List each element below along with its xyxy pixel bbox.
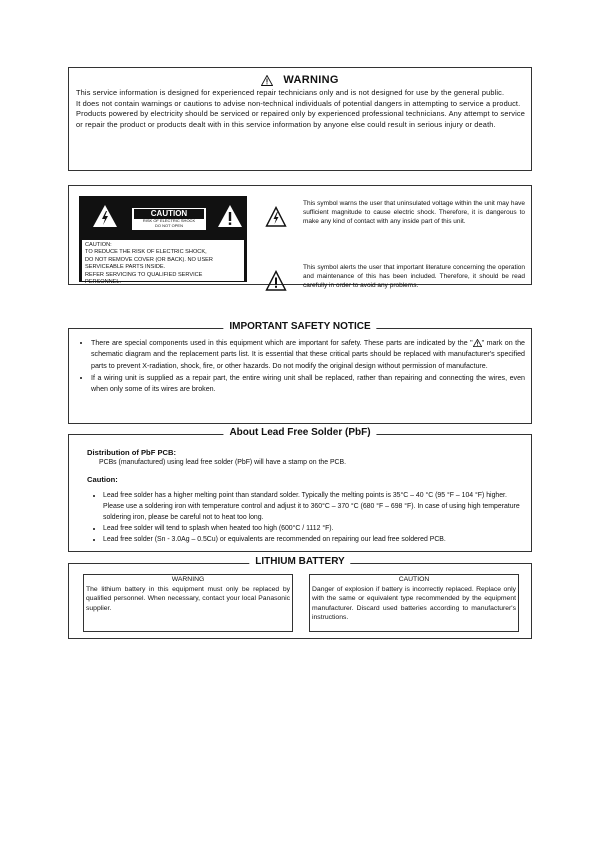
lithium-warning-panel [83,574,293,632]
warning-heading [69,74,531,86]
safety-text: There are special components used in this equipment which are important for safety. These parts are indicated by the " [91,339,473,347]
exclamation-triangle-icon [217,203,243,229]
caution-badge [132,208,206,230]
list-item: • Lead free solder has a higher melting point than standard solder. Typically the melting points is 35°C – 40 °C (95 °F – 104 °F) higher. Please use a soldering iron with temperature control and adjust it to 360°C – 370 °C (680 °F – 698 °F). In case of using high temperature soldering iron, please be careful not to heat too long. [103,490,523,523]
warning-title: WARNING [283,74,339,86]
caution-line: PERSONNEL. [85,279,122,286]
warning-triangle-icon [261,75,273,86]
caution-line: SERVICEABLE PARTS INSIDE. [85,264,166,271]
lightning-triangle-icon [265,206,287,228]
warning-paragraph: It does not contain warnings or cautions to advise non-technical individuals of potential dangers in attempting to service a product. [76,98,521,108]
literature-symbol-text: This symbol alerts the user that important literature concerning the operation and maintenance of this has been included. Therefore, it should be read carefully in order to avoid any problems. [303,264,525,289]
caution-badge-title: CAUTION [134,209,204,219]
safety-symbols-box [68,185,532,289]
exclamation-triangle-icon [265,270,287,292]
lithium-caution-text: Danger of explosion if battery is incorrectly replaced. Replace only with the same or equivalent type recommended by the equipment manufacturer. Discard used batteries according to manufacturer's instructions. [312,585,516,622]
voltage-symbol-text: This symbol warns the user that uninsulated voltage within the unit may have sufficient magnitude to cause electric shock. Therefore, it is dangerous to make any kind of contact with any inside part of this unit. [303,200,525,225]
caution-label-text [82,240,244,286]
lead-free-title: About Lead Free Solder (PbF) [223,427,376,438]
lithium-battery-box [68,556,532,639]
list-item: • Lead free solder will tend to splash when heated too high (600°C / 1112 °F). [103,523,523,534]
caution-line: REFER SERVICING TO QUALIFIED SERVICE [85,271,203,278]
lithium-caution-title: CAUTION [398,576,430,583]
safety-notice-box [68,321,532,424]
lead-free-caution-list [87,490,523,545]
lead-free-box [68,427,532,552]
warning-triangle-icon [473,339,482,347]
lithium-warning-title: WARNING [171,576,205,583]
caution-badge-line: RISK OF ELECTRIC SHOCK [142,218,196,223]
distribution-text: PCBs (manufactured) using lead free solder (PbF) will have a stamp on the PCB. [99,459,347,466]
list-item: • Lead free solder (Sn - 3.0Ag – 0.5Cu) or equivalents are recommended on repairing our lead free soldered PCB. [103,534,523,545]
list-item: • If a wiring unit is supplied as a repair part, the entire wiring unit shall be replaced, rather than repairing and connecting the wires, even when only some of its wires are broken. [91,373,525,396]
caution-line: DO NOT REMOVE COVER (OR BACK). NO USER [85,256,213,263]
caution-label [79,196,247,286]
lightning-triangle-icon [92,203,118,229]
caution-heading: Caution: [87,475,118,484]
warning-box [68,67,532,171]
warning-paragraph: This service information is designed for experienced repair technicians only and is not designed for use by the general public. [76,88,505,97]
lithium-caution-panel [309,574,519,632]
caution-line: TO REDUCE THE RISK OF ELECTRIC SHOCK, [85,249,207,256]
safety-text: " mark on the schematic diagram and the replacement parts list. It is essential that these critical parts should be replaced with manufacturer's specified parts to prevent X-radiation, shock, fire, or other hazards. Do not modify the original design without permission of manufacture. [91,339,525,370]
caution-badge-line: DO NOT OPEN [155,222,183,228]
warning-paragraph: Products powered by electricity should be serviced or repaired only by experienced professional technicians. Any attempt to service or repair the product or products dealt with in this service information by anyone else could result in serious injury or death. [76,109,525,129]
distribution-heading: Distribution of PbF PCB: [87,448,177,457]
warning-body [69,86,531,130]
lithium-warning-text: The lithium battery in this equipment must only be replaced by qualified personnel. When necessary, contact your local Panasonic supplier. [86,585,290,612]
list-item [91,338,525,372]
caution-line: CAUTION: [85,242,112,248]
lithium-battery-title: LITHIUM BATTERY [249,556,350,567]
safety-notice-title: IMPORTANT SAFETY NOTICE [223,321,376,332]
safety-notice-list [69,338,531,395]
